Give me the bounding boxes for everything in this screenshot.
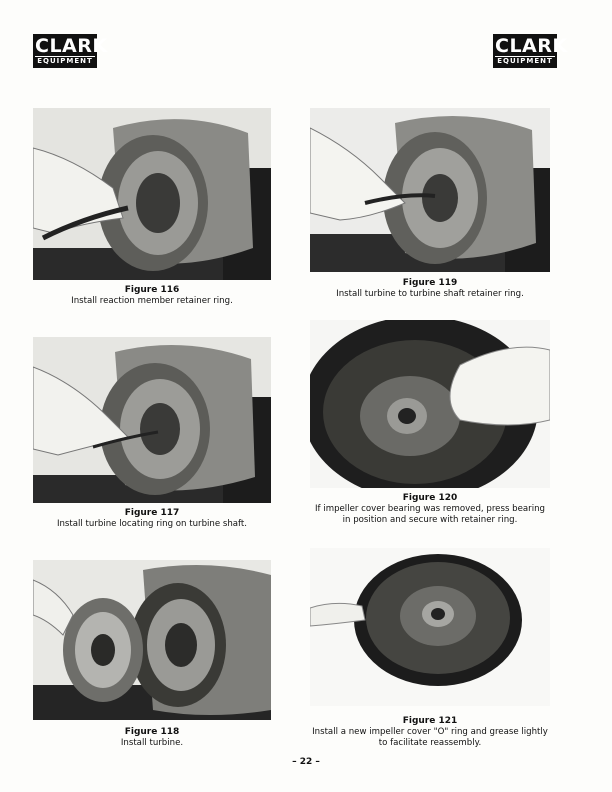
figure-117-photo: [33, 337, 271, 503]
figure-caption-text: Install turbine locating ring on turbine shaft.: [56, 519, 248, 529]
logo-sub: EQUIPMENT: [35, 56, 95, 66]
figure-number: Figure 120: [402, 493, 458, 503]
logo-brand: CLARK: [35, 35, 108, 57]
page-number: – 22 –: [292, 757, 320, 767]
figure-120-caption: [310, 493, 550, 526]
figure-caption-text: If impeller cover bearing was removed, press bearing in position and secure with retainer ring.: [315, 504, 545, 525]
figure-120-photo: [310, 320, 550, 488]
figure-118-caption: [33, 727, 271, 749]
figure-121-photo: [310, 548, 550, 706]
figure-116-photo: [33, 108, 271, 280]
figure-number: Figure 117: [124, 508, 180, 518]
figure-caption-text: Install reaction member retainer ring.: [71, 296, 233, 306]
figure-caption-text: Install turbine.: [120, 738, 184, 748]
logo-sub: EQUIPMENT: [495, 56, 555, 66]
figure-number: Figure 121: [402, 716, 458, 726]
logo-brand: CLARK: [495, 35, 568, 57]
figure-121-caption: [310, 716, 550, 749]
figure-119-photo: [310, 108, 550, 272]
figure-caption-text: Install a new impeller cover "O" ring and grease lightly to facilitate reassembly.: [312, 727, 548, 748]
figure-number: Figure 119: [402, 278, 458, 288]
figure-118-photo: [33, 560, 271, 720]
figure-caption-text: Install turbine to turbine shaft retainer ring.: [336, 289, 524, 299]
figure-number: Figure 118: [124, 727, 180, 737]
figure-117-caption: [33, 508, 271, 530]
figure-number: Figure 116: [124, 285, 180, 295]
figure-119-caption: [310, 278, 550, 300]
clark-logo-left: [33, 34, 108, 68]
clark-logo-right: [493, 34, 568, 68]
figure-116-caption: [33, 285, 271, 307]
